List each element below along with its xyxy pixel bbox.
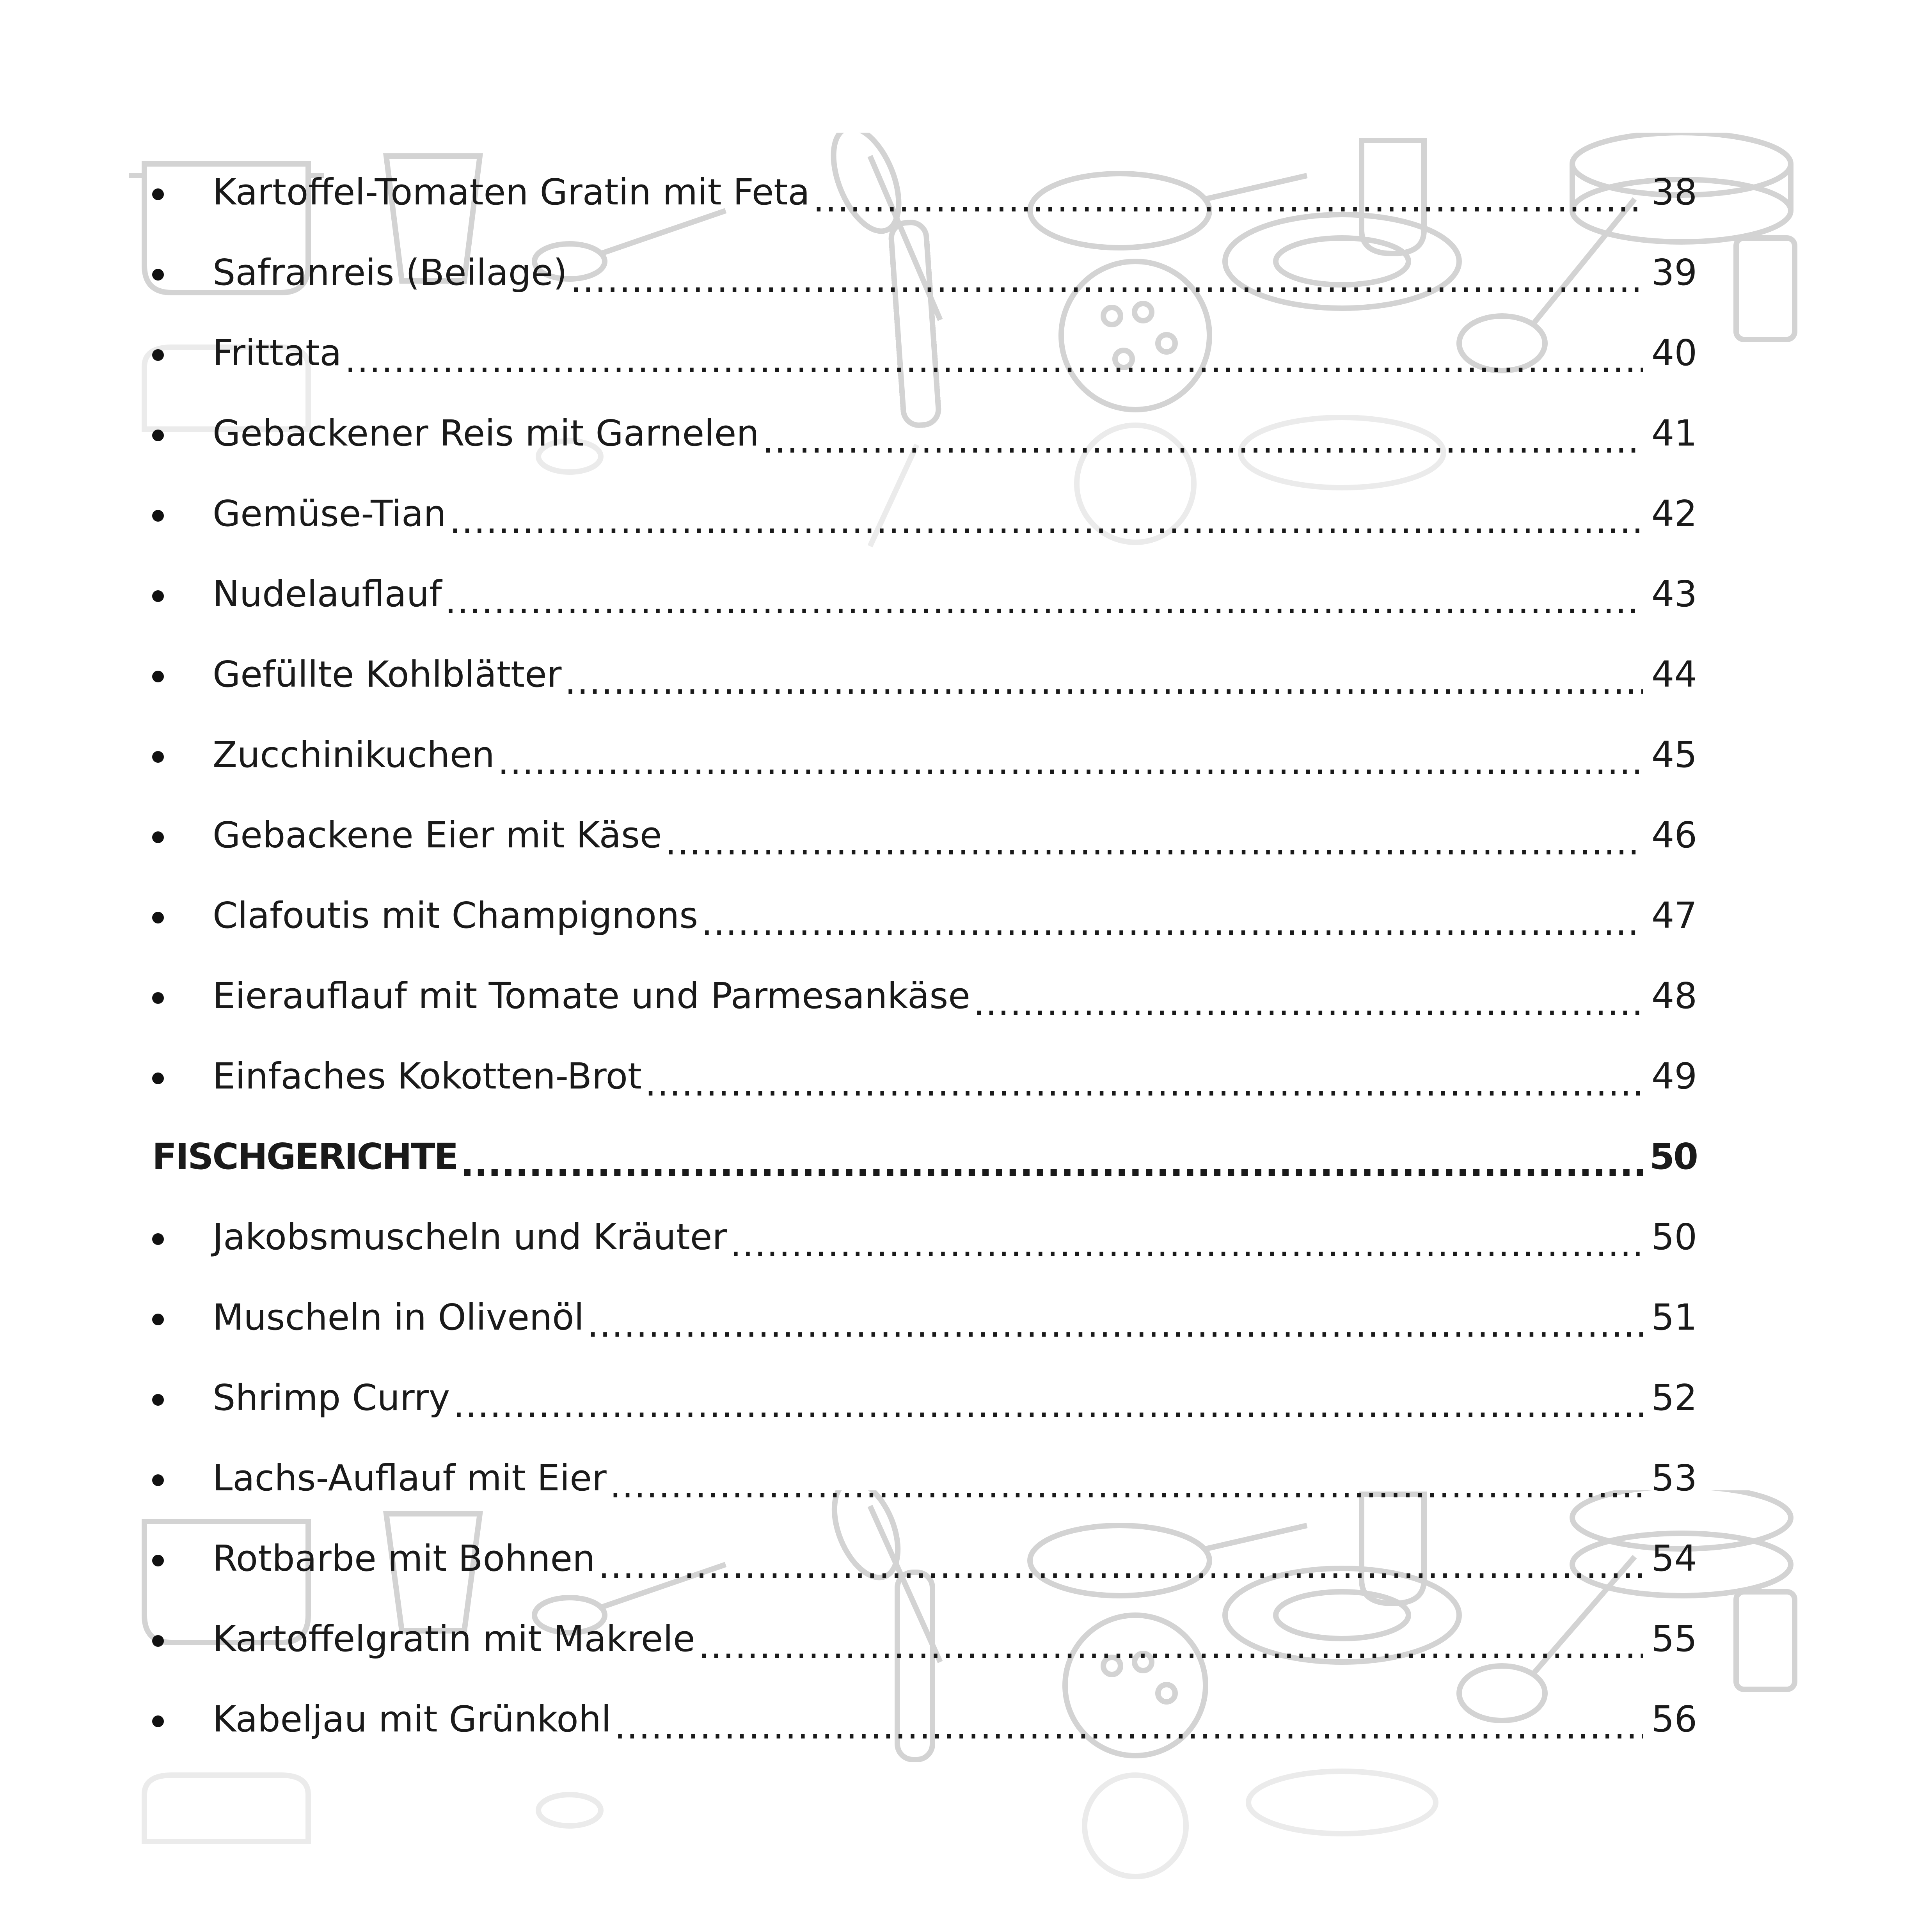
bullet-icon — [152, 1233, 164, 1245]
toc-entry-title: Rotbarbe mit Bohnen — [213, 1538, 595, 1579]
toc-entry[interactable] — [152, 1036, 1697, 1117]
bullet-icon — [152, 1555, 164, 1566]
bullet-icon — [152, 1715, 164, 1727]
toc-entry-page: 46 — [1651, 814, 1697, 856]
toc-entry-title: Kartoffel-Tomaten Gratin mit Feta — [213, 171, 810, 213]
toc-entry-title: Lachs-Auflauf mit Eier — [213, 1457, 607, 1499]
bullet-icon — [152, 671, 164, 682]
toc-entry[interactable] — [152, 152, 1697, 233]
dot-leader — [610, 1467, 1643, 1503]
dot-leader — [498, 744, 1643, 780]
toc-entry-page: 44 — [1651, 653, 1697, 695]
dot-leader — [762, 423, 1643, 458]
toc-entry-page: 55 — [1651, 1618, 1697, 1660]
toc-entry[interactable] — [152, 1277, 1697, 1358]
toc-entry[interactable] — [152, 393, 1697, 474]
toc-entry-title: Einfaches Kokotten-Brot — [213, 1055, 642, 1097]
bullet-icon — [152, 269, 164, 281]
toc-entry[interactable] — [152, 956, 1697, 1036]
toc-entry[interactable] — [152, 1518, 1697, 1599]
toc-entry-page: 53 — [1651, 1457, 1697, 1499]
toc-entry-page: 38 — [1651, 171, 1697, 213]
section-page: 50 — [1649, 1136, 1697, 1177]
dot-leader — [449, 503, 1643, 539]
bullet-icon — [152, 1635, 164, 1647]
dot-leader — [973, 985, 1643, 1021]
toc-entry-page: 48 — [1651, 975, 1697, 1017]
toc-entry[interactable] — [152, 313, 1697, 393]
bullet-icon — [152, 1394, 164, 1406]
dot-leader — [345, 342, 1643, 378]
section-title: FISCHGERICHTE — [152, 1136, 458, 1177]
toc-section-heading[interactable] — [152, 1117, 1697, 1197]
dot-leader — [453, 1387, 1643, 1423]
toc-entry-title: Jakobsmuscheln und Kräuter — [213, 1216, 727, 1258]
bullet-icon — [152, 1314, 164, 1325]
bullet-icon — [152, 349, 164, 361]
toc-entry[interactable] — [152, 795, 1697, 875]
toc-entry[interactable] — [152, 1358, 1697, 1438]
toc-entry-title: Shrimp Curry — [213, 1377, 450, 1419]
toc-entry-title: Gebackene Eier mit Käse — [213, 814, 662, 856]
bullet-icon — [152, 751, 164, 763]
toc-entry-page: 39 — [1651, 252, 1697, 293]
toc-entry-title: Gemüse-Tian — [213, 493, 446, 534]
toc-entry-page: 51 — [1651, 1296, 1697, 1338]
bullet-icon — [152, 188, 164, 200]
toc-entry[interactable] — [152, 1438, 1697, 1518]
toc-entry-title: Nudelauflauf — [213, 573, 442, 615]
toc-entry-title: Muscheln in Olivenöl — [213, 1296, 584, 1338]
toc-entry-page: 45 — [1651, 734, 1697, 776]
dot-leader — [587, 1307, 1643, 1342]
dot-leader — [460, 1146, 1643, 1182]
toc-entry[interactable] — [152, 634, 1697, 715]
toc-entry-title: Eierauflauf mit Tomate und Parmesankäse — [213, 975, 970, 1017]
bullet-icon — [152, 1073, 164, 1084]
dot-leader — [730, 1226, 1643, 1262]
toc-entry-title: Frittata — [213, 332, 342, 374]
dot-leader — [813, 181, 1643, 217]
toc-entry-page: 49 — [1651, 1055, 1697, 1097]
bullet-icon — [152, 590, 164, 602]
toc-entry[interactable] — [152, 554, 1697, 634]
toc-entry-page: 50 — [1651, 1216, 1697, 1258]
toc-entry[interactable] — [152, 1197, 1697, 1277]
toc-entry-title: Safranreis (Beilage) — [213, 252, 567, 293]
toc-entry-page: 52 — [1651, 1377, 1697, 1419]
toc-entry-page: 41 — [1651, 412, 1697, 454]
toc-entry[interactable] — [152, 875, 1697, 956]
toc-entry-page: 56 — [1651, 1698, 1697, 1740]
toc-entry-page: 54 — [1651, 1538, 1697, 1579]
bullet-icon — [152, 992, 164, 1004]
bullet-icon — [152, 510, 164, 522]
dot-leader — [614, 1708, 1643, 1744]
toc-entry-page: 47 — [1651, 895, 1697, 936]
toc-entry-page: 43 — [1651, 573, 1697, 615]
toc-entry[interactable] — [152, 1599, 1697, 1679]
bullet-icon — [152, 912, 164, 923]
toc-entry-title: Zucchinikuchen — [213, 734, 495, 776]
dot-leader — [598, 1548, 1643, 1584]
toc-entry-title: Gebackener Reis mit Garnelen — [213, 412, 759, 454]
bullet-icon — [152, 1474, 164, 1486]
dot-leader — [665, 824, 1643, 860]
dot-leader — [565, 664, 1643, 700]
toc-entry-title: Clafoutis mit Champignons — [213, 895, 698, 936]
toc-entry-page: 42 — [1651, 493, 1697, 534]
toc-entry-page: 40 — [1651, 332, 1697, 374]
bullet-icon — [152, 430, 164, 441]
toc-entry[interactable] — [152, 1679, 1697, 1760]
dot-leader — [645, 1065, 1643, 1101]
toc-entry-title: Kabeljau mit Grünkohl — [213, 1698, 611, 1740]
dot-leader — [570, 262, 1643, 298]
toc-entry[interactable] — [152, 474, 1697, 554]
bullet-icon — [152, 831, 164, 843]
dot-leader — [698, 1628, 1643, 1664]
toc-entry[interactable] — [152, 715, 1697, 795]
dot-leader — [701, 905, 1643, 941]
toc-entry[interactable] — [152, 233, 1697, 313]
toc-entry-title: Kartoffelgratin mit Makrele — [213, 1618, 695, 1660]
dot-leader — [445, 583, 1643, 619]
toc-entry-title: Gefüllte Kohlblätter — [213, 653, 562, 695]
